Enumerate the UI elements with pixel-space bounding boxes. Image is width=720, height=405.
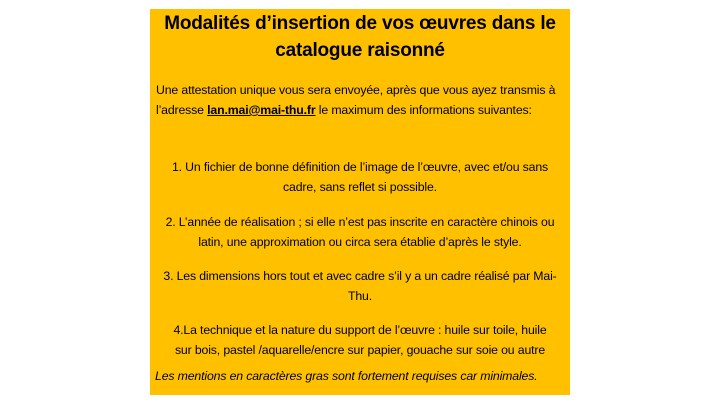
intro-suffix: le maximum des informations suivantes: [315,103,532,117]
list-item-line-1: 1. Un fichier de bonne définition de l’image de l’œuvre, avec et/ou sans [171,160,549,174]
list-item-line-1: 3. Les dimensions hors tout et avec cadre s’il y a un cadre réalisé par Mai- [163,269,557,283]
list-item-line-2: cadre, sans reflet si possible. [283,180,437,194]
intro-line-1: Une attestation unique vous sera envoyée, après que vous ayez transmis à [156,83,556,97]
list-item [154,212,566,252]
list-item-line-2: sur bois, pastel /aquarelle/encre sur papier, gouache sur soie ou autre [174,343,546,357]
intro-paragraph [156,80,568,120]
list-item [154,157,566,197]
list-item [154,320,566,360]
title-line-1: Modalités d’insertion de vos œuvres dans le [164,13,556,34]
email-link[interactable]: lan.mai@mai-thu.fr [207,103,316,117]
list-item-line-1: 2. L’année de réalisation ; si elle n’est pas inscrite en caractère chinois ou [165,215,555,229]
footnote: Les mentions en caractères gras sont fortement requises car minimales. [155,369,538,383]
list-item-line-2: Thu. [347,289,372,303]
list-item-line-1: 4.La technique et la nature du support de l’œuvre : huile sur toile, huile [173,323,547,337]
page-title [150,10,570,64]
list-item-line-2: latin, une approximation ou circa sera établie d’après le style. [198,235,522,249]
intro-prefix: l’adresse [156,103,208,117]
intro-line-2 [156,100,568,120]
list-item [154,266,566,306]
title-line-2: catalogue raisonné [275,40,445,61]
info-box [150,9,570,395]
